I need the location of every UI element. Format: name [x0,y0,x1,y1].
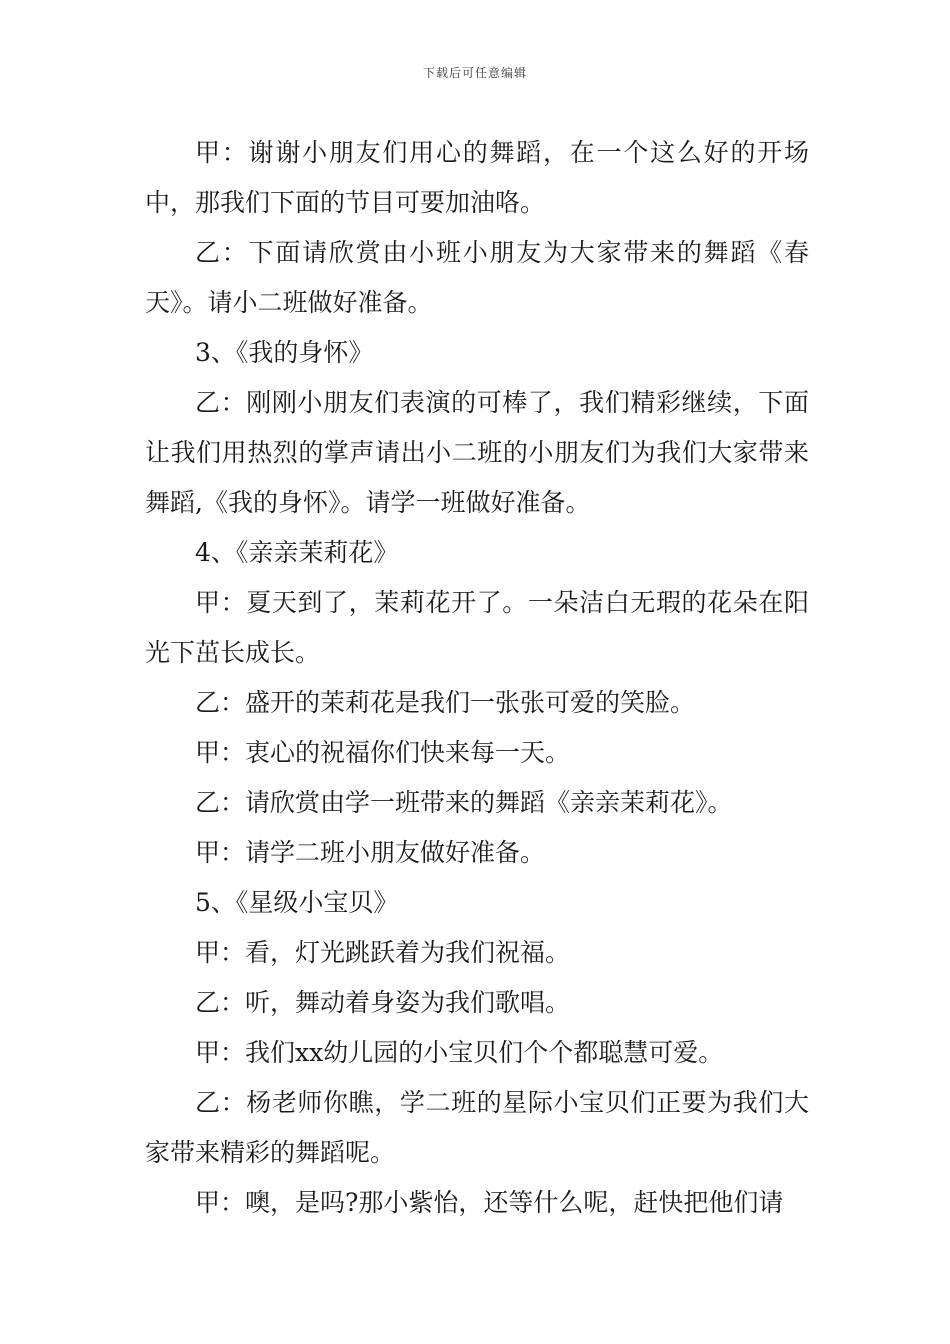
paragraph-10: 甲：请学二班小朋友做好准备。 [195,838,546,867]
paragraph-8: 甲：衷心的祝福你们快来每一天。 [195,738,571,767]
paragraph-15: 乙：杨老师你瞧，学二班的星际小宝贝们正要为我们大家带来精彩的舞蹈呢。 [145,1088,809,1167]
section-heading-4: 4、《亲亲茉莉花》 [195,538,399,567]
section-heading-3: 3、《我的身怀》 [195,338,374,367]
paragraph-4: 乙：刚刚小朋友们表演的可棒了，我们精彩继续，下面让我们用热烈的掌声请出小二班的小朋友们为我们大家带来舞蹈,《我的身怀》。请学一班做好准备。 [145,388,809,517]
paragraph-6: 甲：夏天到了，茉莉花开了。一朵洁白无瑕的花朵在阳光下茁长成长。 [145,588,809,667]
section-heading-5: 5、《星级小宝贝》 [195,888,399,917]
page-header-note: 下载后可任意编辑 [422,66,527,80]
paragraph-14: 甲：我们xx幼儿园的小宝贝们个个都聪慧可爱。 [195,1038,724,1067]
paragraph-12: 甲：看，灯光跳跃着为我们祝福。 [195,938,571,967]
paragraph-9: 乙：请欣赏由学一班带来的舞蹈《亲亲茉莉花》。 [195,788,733,817]
paragraph-13: 乙：听，舞动着身姿为我们歌唱。 [195,988,571,1017]
paragraph-2: 乙：下面请欣赏由小班小朋友为大家带来的舞蹈《春天》。请小二班做好准备。 [145,238,809,317]
paragraph-16: 甲：噢，是吗?那小紫怡，还等什么呢，赶快把他们请 [195,1188,784,1217]
paragraph-7: 乙：盛开的茉莉花是我们一张张可爱的笑脸。 [195,688,696,717]
paragraph-1: 甲：谢谢小朋友们用心的舞蹈，在一个这么好的开场中，那我们下面的节目可要加油咯。 [145,138,809,217]
document-body [145,128,809,1228]
